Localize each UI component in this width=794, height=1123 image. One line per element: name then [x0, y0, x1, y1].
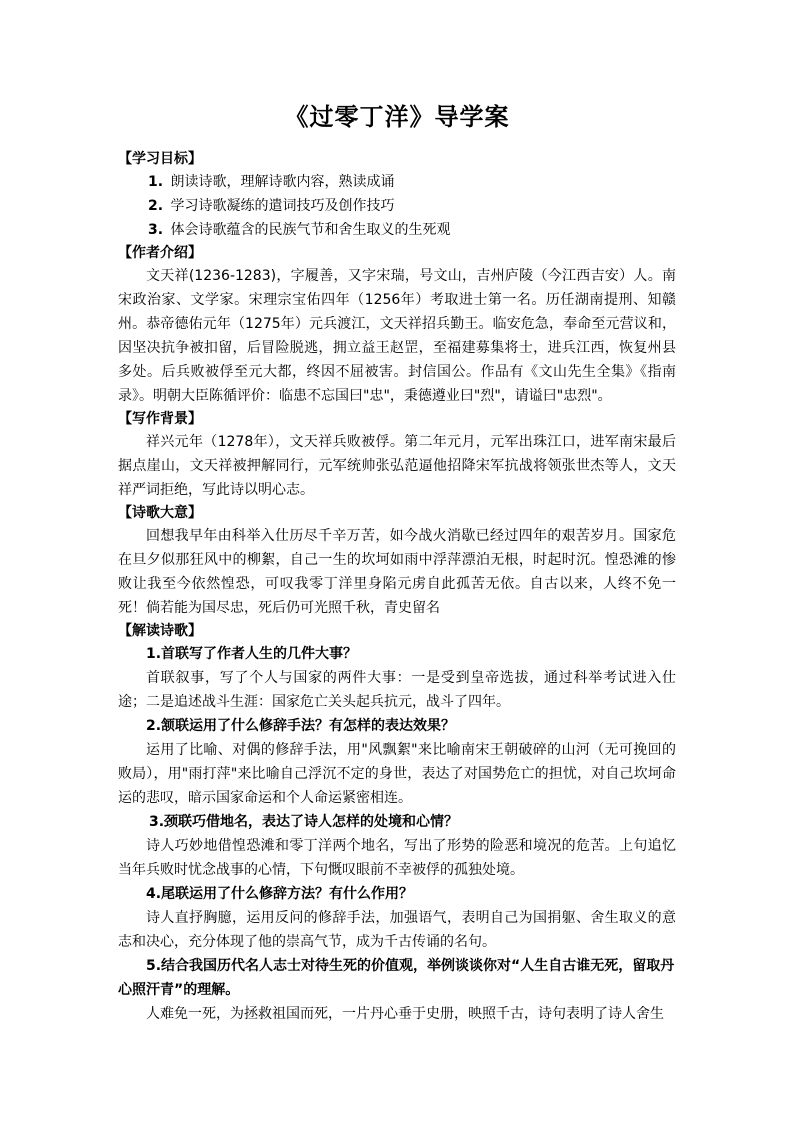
goal-text: 学习诗歌凝练的遣词技巧及创作技巧 [170, 198, 395, 214]
goal-item [118, 194, 676, 218]
author-paragraph: 文天祥(1236-1283)，字履善，又字宋瑞，号文山，吉州庐陵（今江西吉安）人。南宋政治家、文学家。宋理宗宝佑四年（1256年）考取进士第一名。历任湖南提刑、知赣州。恭帝德佑元年（1275年）元兵渡江，文天祥招兵勤王。临安危急，奉命至元营议和，因坚决抗争被扣留，后冒险脱逃，拥立益王赵罡，至福建募集将士，进兵江西，恢复州县多处。后兵败被俘至元大都，终因不屈被害。封信国公。作品有《文山先生全集》《指南录》。明朝大臣陈循评价：临患不忘国曰"忠"，秉德遵业曰"烈"，请谥曰"忠烈"。 [118, 268, 676, 404]
background-paragraph: 祥兴元年（1278年），文天祥兵败被俘。第二年元月，元军出珠江口，进军南宋最后据点崖山，文天祥被押解同行，元军统帅张弘范逼他招降宋军抗战将领张世杰等人，文天祥严词拒绝，写此诗以明心志。 [118, 434, 676, 498]
question-3: 3.颈联巧借地名，表达了诗人怎样的处境和心情？ [149, 814, 459, 830]
answer-1: 首联叙事，写了个人与国家的两件大事：一是受到皇帝选拔，通过科举考试进入仕途；二是追述战斗生涯：国家危亡关头起兵抗元，战斗了四年。 [118, 670, 676, 710]
meaning-paragraph: 回想我早年由科举入仕历尽千辛万苦，如今战火消歇已经过四年的艰苦岁月。国家危在旦夕似那狂风中的柳絮，自己一生的坎坷如雨中浮萍漂泊无根，时起时沉。惶恐滩的惨败让我至今依然惶恐，可叹我零丁洋里身陷元虏自此孤苦无依。自古以来，人终不免一死！倘若能为国尽忠，死后仍可光照千秋，青史留名 [118, 528, 676, 616]
section-heading-goals: 【学习目标】 [118, 151, 202, 167]
question-2: 2.颔联运用了什么修辞手法？有怎样的表达效果？ [146, 718, 456, 734]
section-heading-background: 【写作背景】 [118, 411, 202, 427]
goal-text: 朗读诗歌，理解诗歌内容，熟读成诵 [170, 174, 395, 190]
section-heading-analysis: 【解读诗歌】 [118, 623, 202, 639]
answer-4: 诗人直抒胸臆，运用反问的修辞手法，加强语气，表明自己为国捐躯、舍生取义的意志和决心，充分体现了他的崇高气节，成为千古传诵的名句。 [118, 910, 676, 950]
page-title: 《过零丁洋》导学案 [284, 103, 510, 131]
goal-number: 2. [148, 198, 164, 214]
answer-2: 运用了比喻、对偶的修辞手法，用"风飘絮"来比喻南宋王朝破碎的山河（无可挽回的败局），用"雨打萍"来比喻自己浮沉不定的身世，表达了对国势危亡的担忧，对自己坎坷命运的悲叹，暗示国家命运和个人命运紧密相连。 [118, 742, 676, 806]
question-1: 1.首联写了作者人生的几件大事？ [146, 646, 358, 662]
answer-3: 诗人巧妙地借惶恐滩和零丁洋两个地名，写出了形势的险恶和境况的危苦。上句追忆当年兵败时忧念战事的心情，下句慨叹眼前不幸被俘的孤独处境。 [118, 838, 676, 878]
document-page [118, 100, 676, 1026]
goal-text: 体会诗歌蕴含的民族气节和舍生取义的生死观 [170, 222, 451, 238]
goal-item [118, 170, 676, 194]
answer-5: 人难免一死，为拯救祖国而死，一片丹心垂于史册，映照千古，诗句表明了诗人舍生 [146, 1006, 664, 1022]
goal-number: 1. [148, 174, 164, 190]
section-heading-meaning: 【诗歌大意】 [118, 505, 202, 521]
goal-number: 3. [148, 222, 164, 238]
question-5: 5.结合我国历代名人志士对待生死的价值观，举例谈谈你对“人生自古谁无死，留取丹心照汗青”的理解。 [118, 958, 675, 998]
section-heading-author: 【作者介绍】 [118, 245, 202, 261]
question-4: 4.尾联运用了什么修辞方法？有什么作用？ [146, 886, 414, 902]
goal-item [118, 218, 676, 242]
